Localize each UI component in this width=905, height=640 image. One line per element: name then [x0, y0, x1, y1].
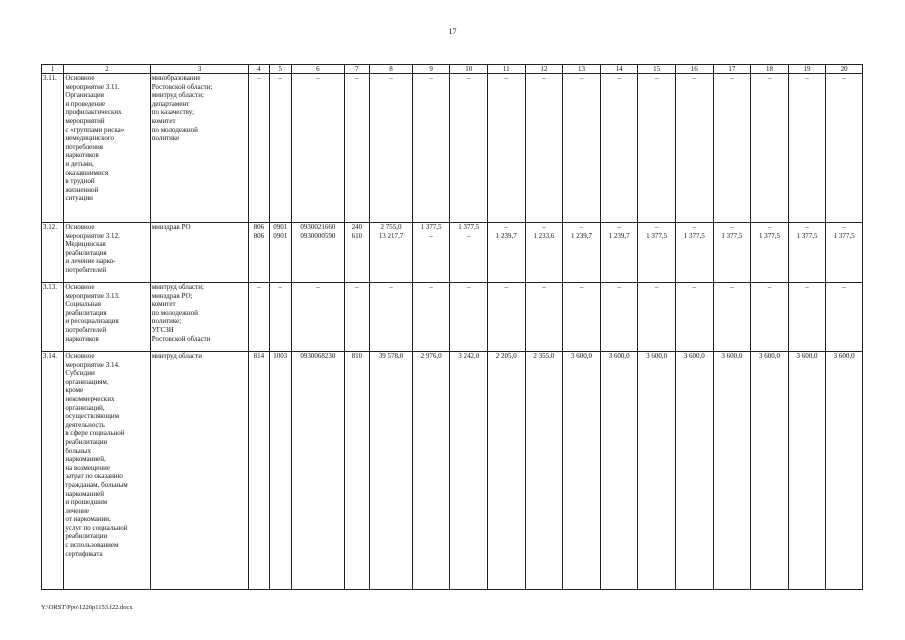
executor: минтруд области; минздрав РО; комитет по молодежной политике; УГСЗН Ростовской области: [150, 283, 249, 352]
header-cell: 3: [150, 65, 249, 74]
value-cell: – 1 377,5: [788, 223, 826, 283]
value-cell: – 1 239,7: [600, 223, 638, 283]
value-cell: – 1 239,7: [487, 223, 525, 283]
value-cell: 3 600,0: [788, 352, 826, 590]
value-cell: –: [563, 283, 601, 352]
header-cell: 15: [638, 65, 676, 74]
value-cell: –: [788, 74, 826, 223]
header-cell: 5: [269, 65, 291, 74]
value-cell: – 1 239,7: [563, 223, 601, 283]
value-cell: –: [412, 74, 450, 223]
cell-rzpr: 1003: [269, 352, 291, 590]
value-cell: 2 976,0: [412, 352, 450, 590]
row-number: 3.13.: [42, 283, 64, 352]
value-cell: –: [751, 74, 789, 223]
value-cell: –: [600, 74, 638, 223]
value-cell: 1 377,5 –: [412, 223, 450, 283]
value-cell: 3 600,0: [675, 352, 713, 590]
value-cell: 3 600,0: [638, 352, 676, 590]
cell-grbs: –: [249, 74, 269, 223]
cell-rzpr: 0901 0901: [269, 223, 291, 283]
cell-vr: –: [344, 74, 369, 223]
value-cell: –: [788, 283, 826, 352]
header-cell: 20: [826, 65, 863, 74]
activity-name: Основное мероприятие 3.14. Субсидии организациям, кроме некоммерческих организаций, осуществляющим деятельность в сфере социальной реабилитации больных наркоманией, на возмещение затрат по оказанию гражданам, больным наркоманией и прошедшим лечение от наркомании, услуг по социальной реабилитации с использованием сертификата: [64, 352, 150, 590]
cell-vr: –: [344, 283, 369, 352]
value-cell: –: [487, 283, 525, 352]
value-cell: 3 600,0: [600, 352, 638, 590]
value-cell: – 1 377,5: [713, 223, 751, 283]
row-number: 3.12.: [42, 223, 64, 283]
table-row: [42, 223, 863, 283]
value-cell: 3 242,0: [450, 352, 488, 590]
value-cell: –: [826, 74, 863, 223]
value-cell: –: [751, 283, 789, 352]
value-cell: –: [450, 74, 488, 223]
value-cell: –: [412, 283, 450, 352]
header-cell: 11: [487, 65, 525, 74]
value-cell: –: [525, 74, 563, 223]
header-cell: 13: [563, 65, 601, 74]
value-cell: –: [370, 74, 413, 223]
value-cell: 3 600,0: [826, 352, 863, 590]
activity-name: Основное мероприятие 3.11. Организация и проведение профилактических мероприятий с «группами риска» немедицинского потребления наркотиков и детьми, оказавшимися в трудной жизненной ситуации: [64, 74, 150, 223]
value-cell: – 1 377,5: [638, 223, 676, 283]
cell-grbs: 806 806: [249, 223, 269, 283]
value-cell: 1 377,5 –: [450, 223, 488, 283]
value-cell: –: [675, 74, 713, 223]
value-cell: –: [638, 283, 676, 352]
header-cell: 19: [788, 65, 826, 74]
value-cell: –: [450, 283, 488, 352]
value-cell: –: [713, 283, 751, 352]
value-cell: 2 355,0: [525, 352, 563, 590]
activity-name: Основное мероприятие 3.12. Медицинская реабилитация и лечение нарко- потребителей: [64, 223, 150, 283]
value-cell: 3 600,0: [563, 352, 601, 590]
cell-vr: 240 610: [344, 223, 369, 283]
header-cell: 17: [713, 65, 751, 74]
value-cell: –: [675, 283, 713, 352]
executor: минздрав РО: [150, 223, 249, 283]
cell-csr: –: [291, 74, 344, 223]
cell-csr: 0930021660 0930000590: [291, 223, 344, 283]
value-cell: –: [826, 283, 863, 352]
executor: минобразование Ростовской области; минтруд области; департамент по казачеству; комитет по молодежной политике: [150, 74, 249, 223]
cell-vr: 810: [344, 352, 369, 590]
value-cell: 3 600,0: [713, 352, 751, 590]
cell-csr: 0930068230: [291, 352, 344, 590]
value-cell: – 1 377,5: [751, 223, 789, 283]
header-cell: 2: [64, 65, 150, 74]
header-cell: 16: [675, 65, 713, 74]
program-table: [41, 64, 863, 590]
value-cell: –: [563, 74, 601, 223]
header-cell: 9: [412, 65, 450, 74]
header-cell: 10: [450, 65, 488, 74]
cell-csr: –: [291, 283, 344, 352]
value-cell: –: [713, 74, 751, 223]
value-cell: –: [525, 283, 563, 352]
header-cell: 1: [42, 65, 64, 74]
cell-rzpr: –: [269, 74, 291, 223]
header-cell: 4: [249, 65, 269, 74]
value-cell: – 1 377,5: [826, 223, 863, 283]
value-cell: 2 205,0: [487, 352, 525, 590]
header-cell: 12: [525, 65, 563, 74]
value-cell: –: [370, 283, 413, 352]
header-cell: 7: [344, 65, 369, 74]
value-cell: –: [638, 74, 676, 223]
header-cell: 14: [600, 65, 638, 74]
cell-rzpr: –: [269, 283, 291, 352]
table-row: [42, 74, 863, 223]
value-cell: 2 755,0 13 217,7: [370, 223, 413, 283]
value-cell: – 1 233,6: [525, 223, 563, 283]
row-number: 3.14.: [42, 352, 64, 590]
file-path-footer: Y:\ORST\Ppo\1226p1153.f22.docx: [41, 604, 133, 611]
table-header-row: [42, 65, 863, 74]
cell-grbs: 814: [249, 352, 269, 590]
executor: минтруд области: [150, 352, 249, 590]
value-cell: –: [487, 74, 525, 223]
cell-grbs: –: [249, 283, 269, 352]
header-cell: 6: [291, 65, 344, 74]
row-number: 3.11.: [42, 74, 64, 223]
header-cell: 18: [751, 65, 789, 74]
table-row: [42, 283, 863, 352]
header-cell: 8: [370, 65, 413, 74]
page-number: 17: [448, 27, 457, 36]
value-cell: 3 600,0: [751, 352, 789, 590]
table-row: [42, 352, 863, 590]
activity-name: Основное мероприятие 3.13. Социальная реабилитация и ресоциализация потребителей наркотиков: [64, 283, 150, 352]
value-cell: –: [600, 283, 638, 352]
value-cell: – 1 377,5: [675, 223, 713, 283]
value-cell: 39 578,0: [370, 352, 413, 590]
